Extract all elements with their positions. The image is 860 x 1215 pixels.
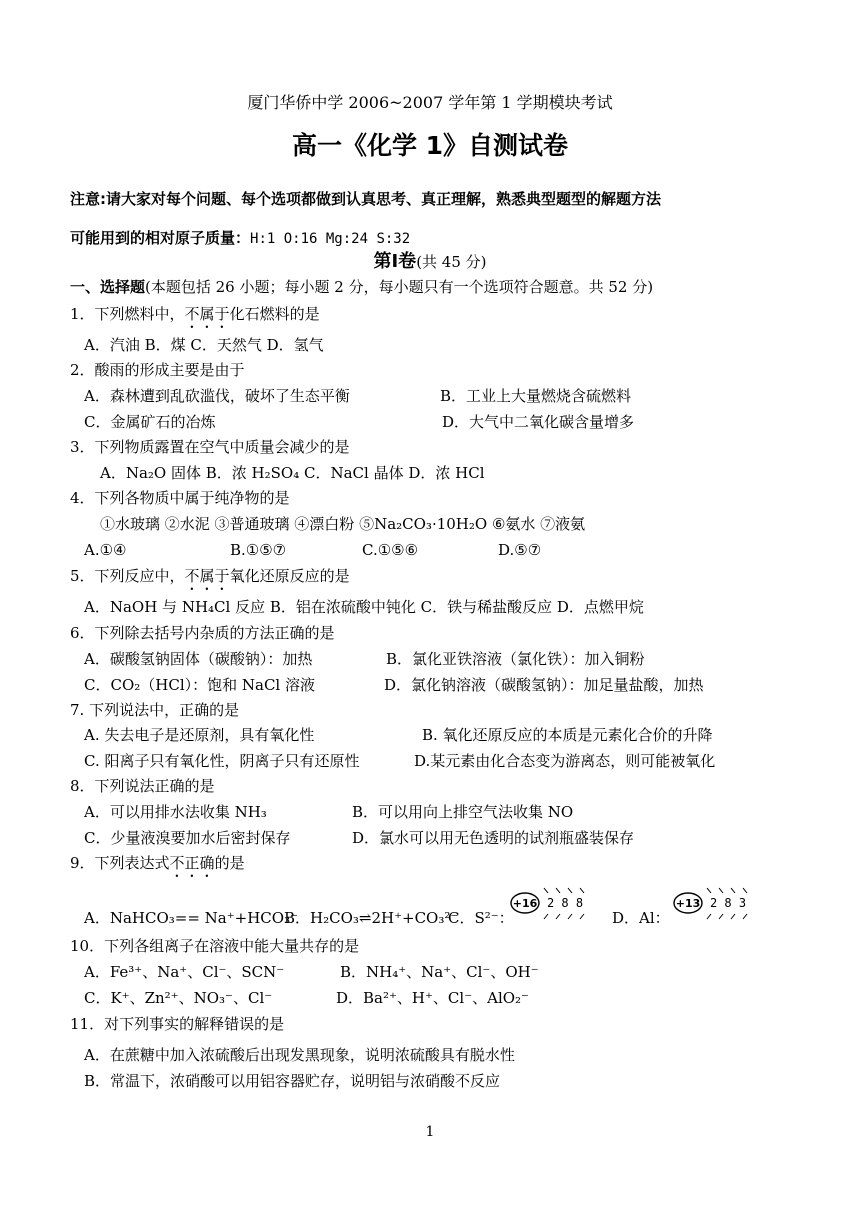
question-6-stem: 6．下列除去括号内杂质的方法正确的是	[70, 624, 335, 642]
question-7-stem: 7. 下列说法中，正确的是	[70, 701, 240, 719]
q10-option-a: A．Fe³⁺、Na⁺、Cl⁻、SCN⁻	[84, 963, 285, 981]
section-note: (本题包括 26 小题；每小题 2 分，每小题只有一个选项符合题意。共 52 分)	[145, 278, 654, 296]
question-4-items: ①水玻璃 ②水泥 ③普通玻璃 ④漂白粉 ⑤Na₂CO₃·10H₂O ⑥氨水 ⑦液氨	[100, 515, 586, 533]
q9-stem-post: 的是	[214, 854, 245, 872]
question-3-stem: 3．下列物质露置在空气中质量会减少的是	[70, 438, 350, 456]
sulfur-ion-structure-diagram	[505, 882, 595, 928]
q2-option-a: A．森林遭到乱砍滥伐，破坏了生态平衡	[84, 387, 350, 405]
q2-option-c: C．金属矿石的冶炼	[84, 413, 216, 431]
q9-option-a: A．NaHCO₃== Na⁺+HCO₃⁻	[84, 909, 299, 927]
q11-option-b: B．常温下，浓硝酸可以用铝容器贮存，说明铝与浓硝酸不反应	[84, 1072, 501, 1090]
q1-stem-post: 化石燃料的是	[229, 305, 320, 323]
aluminum-atom-structure-diagram	[668, 882, 758, 928]
question-2-stem: 2．酸雨的形成主要是由于	[70, 361, 245, 379]
q1-stem-emphasis: 不属于	[184, 305, 230, 323]
al-shell-electrons: 2 8 3	[709, 896, 747, 910]
q5-stem-emphasis: 不属于	[184, 567, 230, 585]
section-title: 一、选择题	[70, 278, 146, 296]
q4-option-d: D.⑤⑦	[498, 541, 542, 559]
q4-option-c: C.①⑤⑥	[362, 541, 419, 559]
volume-note: (共 45 分)	[416, 253, 487, 271]
q6-option-c: C．CO₂（HCl）：饱和 NaCl 溶液	[84, 676, 315, 694]
volume-heading	[0, 252, 860, 272]
q2-option-d: D．大气中二氧化碳含量增多	[442, 413, 635, 431]
q4-option-a: A.①④	[84, 541, 127, 559]
school-line: 厦门华侨中学 2006~2007 学年第 1 学期模块考试	[247, 93, 613, 112]
q9-option-d: D．Al：	[612, 909, 670, 927]
q9-stem-emphasis: 不正确	[169, 854, 215, 872]
q2-option-b: B．工业上大量燃烧含硫燃料	[440, 387, 632, 405]
q7-option-c: C. 阳离子只有氧化性，阴离子只有还原性	[84, 752, 360, 770]
s-shell-electrons: 2 8 8	[546, 896, 584, 910]
atomic-mass-values: H:1 O:16 Mg:24 S:32	[250, 231, 411, 247]
question-5-stem	[70, 566, 350, 594]
q11-option-a: A．在蔗糖中加入浓硫酸后出现发黑现象，说明浓硫酸具有脱水性	[84, 1046, 515, 1064]
question-4-stem: 4．下列各物质中属于纯净物的是	[70, 489, 290, 507]
q9-option-c: C．S²⁻：	[448, 909, 514, 927]
page-number: 1	[425, 1124, 435, 1140]
question-1-options: A．汽油 B．煤 C．天然气 D．氢气	[84, 336, 324, 354]
q8-option-c: C．少量液溴要加水后密封保存	[84, 829, 291, 847]
al-nucleus-label: +13	[675, 897, 701, 910]
q1-stem-pre: 1．下列燃料中，	[70, 305, 185, 323]
q8-option-a: A．可以用排水法收集 NH₃	[84, 803, 267, 821]
q9-option-b: B．H₂CO₃⇌2H⁺+CO₃²⁻	[284, 909, 459, 927]
q7-option-d: D.某元素由化合态变为游离态，则可能被氧化	[414, 752, 716, 770]
q6-option-d: D．氯化钠溶液（碳酸氢钠）：加足量盐酸，加热	[384, 676, 704, 694]
section-heading	[70, 277, 653, 297]
q4-option-b: B.①⑤⑦	[230, 541, 287, 559]
question-11-stem: 11．对下列事实的解释错误的是	[70, 1015, 285, 1033]
q7-option-b: B. 氧化还原反应的本质是元素化合价的升降	[422, 726, 713, 744]
q5-stem-post: 氧化还原反应的是	[229, 567, 350, 585]
q10-option-b: B．NH₄⁺、Na⁺、Cl⁻、OH⁻	[340, 963, 539, 981]
q6-option-b: B．氯化亚铁溶液（氯化铁）：加入铜粉	[386, 650, 645, 668]
notice-text: 注意:请大家对每个问题、每个选项都做到认真思考、真正理解，熟悉典型题型的解题方法	[70, 190, 662, 208]
question-10-stem: 10．下列各组离子在溶液中能大量共存的是	[70, 937, 360, 955]
q10-option-d: D．Ba²⁺、H⁺、Cl⁻、AlO₂⁻	[336, 989, 529, 1007]
question-3-options: A．Na₂O 固体 B．浓 H₂SO₄ C．NaCl 晶体 D．浓 HCl	[100, 464, 485, 482]
q5-stem-pre: 5．下列反应中，	[70, 567, 185, 585]
exam-title: 高一《化学 1》自测试卷	[291, 131, 569, 160]
q8-option-d: D．氯水可以用无色透明的试剂瓶盛装保存	[352, 829, 635, 847]
question-8-stem: 8．下列说法正确的是	[70, 777, 215, 795]
q8-option-b: B．可以用向上排空气法收集 NO	[352, 803, 574, 821]
question-1-stem	[70, 304, 320, 332]
atomic-mass-line	[70, 228, 410, 249]
atomic-mass-label: 可能用到的相对原子质量：	[70, 229, 251, 247]
volume-title: 第Ⅰ卷	[373, 251, 417, 272]
q7-option-a: A. 失去电子是还原剂，具有氧化性	[84, 726, 315, 744]
question-9-stem	[70, 853, 245, 881]
q9-stem-pre: 9．下列表达式	[70, 854, 170, 872]
s-nucleus-label: +16	[512, 897, 538, 910]
q10-option-c: C．K⁺、Zn²⁺、NO₃⁻、Cl⁻	[84, 989, 273, 1007]
q6-option-a: A．碳酸氢钠固体（碳酸钠）：加热	[84, 650, 313, 668]
question-5-options: A．NaOH 与 NH₄Cl 反应 B．铝在浓硫酸中钝化 C．铁与稀盐酸反应 D．点燃甲烷	[84, 598, 644, 616]
